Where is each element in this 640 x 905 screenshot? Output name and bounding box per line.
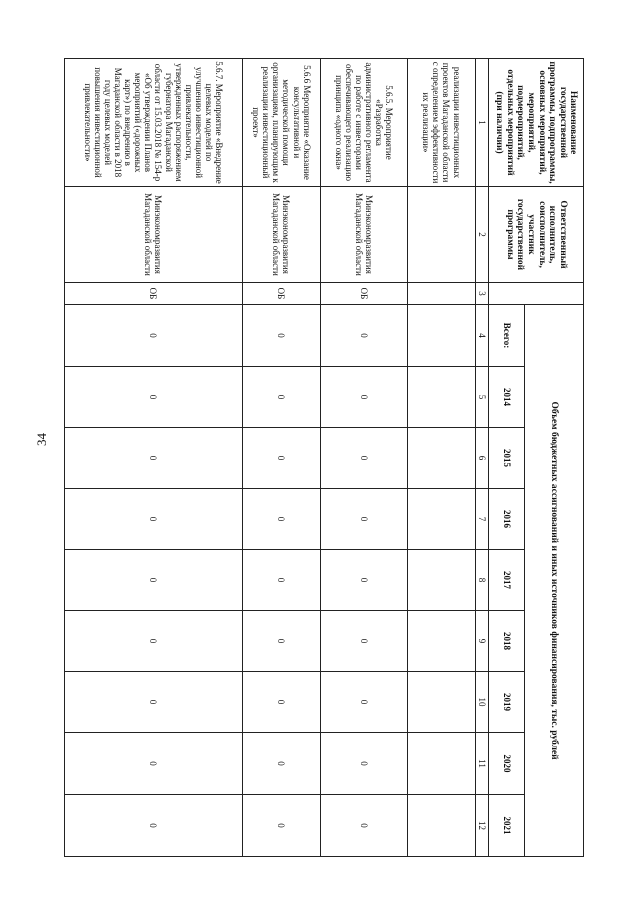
row-value: 0 — [242, 305, 320, 367]
column-number: 9 — [475, 611, 488, 672]
row-name: 5.6.7. Мероприятие «Внедрение целевых моделей по улучшению инвестиционной привлекательности, утвержденных распоряжением губернатора Магаданской области от 15.03.2018 № 154-р «Об утверждении Планов мероприятий («дорожных карт») по внедрению в Магаданской области в 2018 году целевых моделей повышения инвестиционной привлекательности» — [64, 59, 242, 187]
header-funding-group: Объем бюджетных ассигнований и иных источников финансирования, тыс. рублей — [525, 305, 584, 857]
row-name: реализации инвестиционных проектов Магаданской области с определением эффективности их реализации» — [407, 59, 475, 187]
row-value: 0 — [64, 550, 242, 611]
row-responsible: Минэкономразвития Магаданской области — [320, 187, 407, 283]
row-value: 0 — [64, 428, 242, 489]
page-number: 34 — [34, 433, 49, 446]
header-responsible: Ответственный исполнитель, соисполнитель, участник государственной программы — [489, 187, 584, 283]
row-value: 0 — [242, 733, 320, 795]
row-name: 5.6.5. Мероприятие «Разработка административного регламента по работе с инвесторами обеспечивающего реализацию принципа «одного окна» — [320, 59, 407, 187]
table-row — [320, 59, 407, 857]
row-responsible: Минэкономразвития Магаданской области — [242, 187, 320, 283]
column-number: 11 — [475, 733, 488, 795]
row-responsible: Минэкономразвития Магаданской области — [64, 187, 242, 283]
row-value: 0 — [242, 489, 320, 550]
row-source: ОБ — [64, 283, 242, 305]
row-value — [407, 611, 475, 672]
column-number: 1 — [475, 59, 488, 187]
row-value — [407, 489, 475, 550]
row-value: 0 — [242, 367, 320, 428]
column-number: 10 — [475, 672, 488, 733]
funding-table — [64, 58, 584, 857]
row-value — [407, 550, 475, 611]
row-name: 5.6.6 Мероприятие «Оказание консультативной и методической помощи организациям, планирующим к реализации инвестиционный проект» — [242, 59, 320, 187]
row-value — [407, 672, 475, 733]
row-value: 0 — [64, 489, 242, 550]
row-value: 0 — [320, 550, 407, 611]
row-value: 0 — [320, 611, 407, 672]
row-value: 0 — [242, 795, 320, 857]
row-value: 0 — [320, 489, 407, 550]
column-number: 6 — [475, 428, 488, 489]
row-value: 0 — [242, 550, 320, 611]
row-value: 0 — [64, 795, 242, 857]
row-value — [407, 305, 475, 367]
column-number: 7 — [475, 489, 488, 550]
row-value: 0 — [320, 795, 407, 857]
header-source — [489, 283, 584, 305]
header-year: 2015 — [489, 428, 525, 489]
row-value — [407, 795, 475, 857]
row-value — [407, 428, 475, 489]
column-number: 2 — [475, 187, 488, 283]
column-number: 3 — [475, 283, 488, 305]
row-value: 0 — [320, 733, 407, 795]
header-name: Наименование государственной программы, подпрограммы, основных мероприятий, мероприятий, подмероприятий, отдельных мероприятий (при наличии) — [489, 59, 584, 187]
row-value — [407, 367, 475, 428]
column-number: 4 — [475, 305, 488, 367]
row-value: 0 — [242, 611, 320, 672]
row-source: ОБ — [320, 283, 407, 305]
header-total: Всего: — [489, 305, 525, 367]
row-value: 0 — [242, 672, 320, 733]
row-value: 0 — [64, 305, 242, 367]
header-year: 2017 — [489, 550, 525, 611]
row-value: 0 — [64, 733, 242, 795]
row-responsible — [407, 187, 475, 283]
row-source — [407, 283, 475, 305]
row-value: 0 — [320, 305, 407, 367]
row-value: 0 — [320, 672, 407, 733]
header-year: 2018 — [489, 611, 525, 672]
header-year: 2021 — [489, 795, 525, 857]
header-year: 2016 — [489, 489, 525, 550]
row-value: 0 — [64, 672, 242, 733]
row-value: 0 — [320, 428, 407, 489]
table-row — [407, 59, 475, 857]
row-value — [407, 733, 475, 795]
header-year: 2014 — [489, 367, 525, 428]
row-source: ОБ — [242, 283, 320, 305]
table-row — [64, 59, 242, 857]
column-number: 5 — [475, 367, 488, 428]
row-value: 0 — [64, 611, 242, 672]
header-year: 2020 — [489, 733, 525, 795]
row-value: 0 — [320, 367, 407, 428]
column-number: 12 — [475, 795, 488, 857]
column-number: 8 — [475, 550, 488, 611]
row-value: 0 — [242, 428, 320, 489]
row-value: 0 — [64, 367, 242, 428]
table-row — [242, 59, 320, 857]
header-year: 2019 — [489, 672, 525, 733]
